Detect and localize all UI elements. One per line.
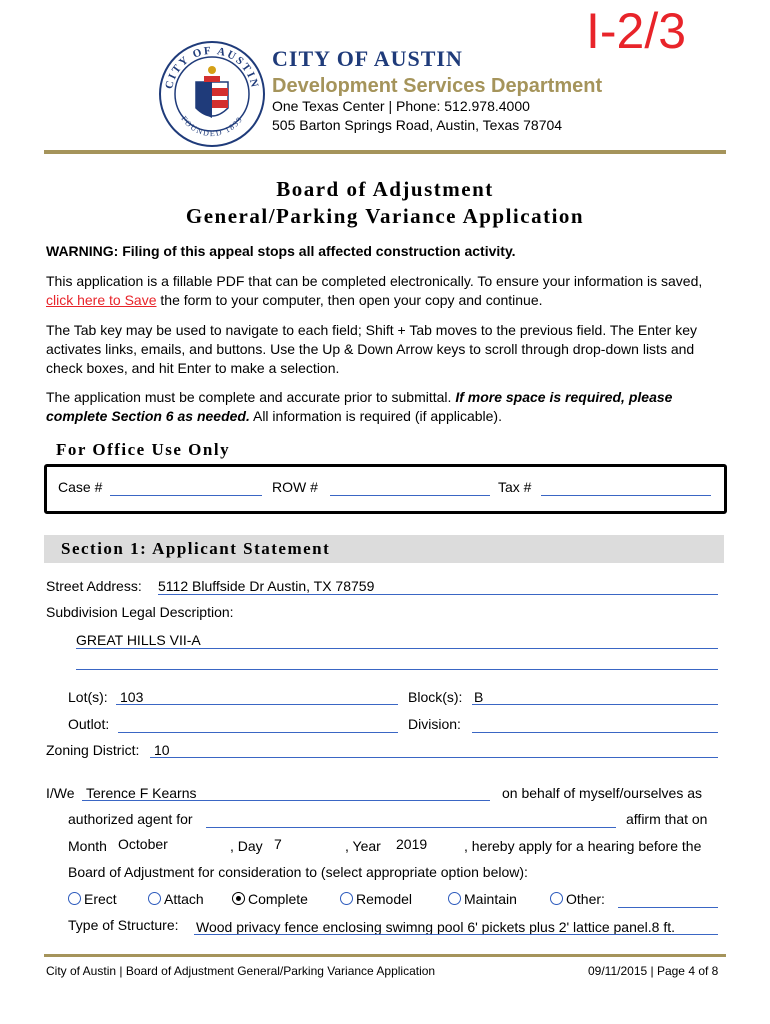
structure-type-field[interactable]: Wood privacy fence enclosing swimng pool 6' pickets plus 2' lattice panel.8 ft. (194, 919, 718, 935)
agent-label: authorized agent for (68, 811, 193, 827)
city-seal-logo (158, 40, 266, 148)
para1-text: This application is a fillable PDF that can be completed electronically. To ensure your information is saved, (46, 273, 703, 289)
section1-title: Section 1: Applicant Statement (61, 539, 331, 558)
tax-number-field[interactable] (541, 479, 711, 496)
option-erect[interactable] (68, 891, 117, 907)
save-link[interactable]: click here to Save (46, 292, 157, 308)
applicant-name-field[interactable]: Terence F Kearns (82, 785, 490, 801)
svg-text:FOUNDED 1839: FOUNDED 1839 (179, 114, 245, 139)
option-complete-label: Complete (248, 891, 308, 907)
month-field[interactable]: October (118, 836, 168, 852)
office-use-heading: For Office Use Only (56, 440, 231, 459)
subdivision-value: GREAT HILLS VII-A (76, 632, 201, 648)
option-other-label: Other: (566, 891, 605, 907)
option-maintain-label: Maintain (464, 891, 517, 907)
address-info: 505 Barton Springs Road, Austin, Texas 78704 (272, 117, 563, 133)
radio-complete-selected-icon (232, 892, 245, 905)
option-attach[interactable] (148, 891, 204, 907)
case-label: Case # (58, 479, 103, 495)
case-number-field[interactable] (110, 479, 262, 496)
footer-left-text: City of Austin | Board of Adjustment General/Parking Variance Application (46, 964, 436, 978)
board-text: Board of Adjustment for consideration to (select appropriate option below): (68, 864, 528, 880)
year-label: , Year (345, 838, 381, 854)
street-address-field[interactable]: 5112 Bluffside Dr Austin, TX 78759 (158, 578, 718, 595)
instructions-paragraph-2: The Tab key may be used to navigate to each field; Shift + Tab moves to the previous field. The Enter key activates links, emails, and buttons. Use the Up & Down Arrow keys to scroll through drop-down lists and check boxes, and hit Enter to make a selection. (46, 322, 697, 376)
row-number-field[interactable] (330, 479, 490, 496)
instructions-paragraph-1 (46, 272, 728, 310)
radio-maintain-icon (448, 892, 461, 905)
para3-text: The application must be complete and accurate prior to submittal. (46, 389, 456, 405)
para1-text-end: the form to your computer, then open your copy and continue. (156, 292, 543, 308)
behalf-text: on behalf of myself/ourselves as (502, 785, 702, 801)
radio-remodel-icon (340, 892, 353, 905)
radio-attach-icon (148, 892, 161, 905)
option-maintain[interactable] (448, 891, 517, 907)
zoning-label: Zoning District: (46, 742, 140, 758)
footer-divider (44, 954, 726, 957)
option-remodel[interactable] (340, 891, 412, 907)
radio-erect-icon (68, 892, 81, 905)
day-field[interactable]: 7 (274, 836, 282, 852)
svg-text:CITY OF AUSTIN: CITY OF AUSTIN (163, 44, 261, 91)
option-erect-label: Erect (84, 891, 117, 907)
subdivision-label: Subdivision Legal Description: (46, 604, 234, 620)
affirm-text: affirm that on (626, 811, 708, 827)
tax-label: Tax # (498, 479, 532, 495)
authorized-agent-field[interactable] (206, 811, 616, 828)
outlot-field[interactable] (118, 716, 398, 733)
row-label: ROW # (272, 479, 318, 495)
lots-field[interactable]: 103 (116, 689, 398, 705)
department-name: Development Services Department (272, 75, 603, 97)
division-field[interactable] (472, 716, 718, 733)
option-attach-label: Attach (164, 891, 204, 907)
lots-label: Lot(s): (68, 689, 108, 705)
division-label: Division: (408, 716, 461, 732)
form-title-line2: General/Parking Variance Application (185, 204, 585, 228)
warning-text: WARNING: Filing of this appeal stops all affected construction activity. (46, 243, 516, 259)
para3-emphasis: If more space is required, please complete Section 6 as needed. (46, 389, 673, 424)
option-remodel-label: Remodel (356, 891, 413, 907)
day-label: , Day (230, 838, 263, 854)
option-complete[interactable] (232, 891, 308, 907)
other-field[interactable] (618, 891, 718, 908)
zoning-field[interactable]: 10 (150, 742, 718, 758)
month-label: Month (68, 838, 107, 854)
header-divider (44, 150, 726, 154)
block-label: Block(s): (408, 689, 463, 705)
para3-text-end: All information is required (if applicable). (249, 408, 502, 424)
option-other[interactable] (550, 891, 605, 907)
radio-other-icon (550, 892, 563, 905)
block-field[interactable]: B (472, 689, 718, 705)
instructions-paragraph-3 (46, 388, 734, 426)
subdivision-field-line1[interactable] (76, 632, 718, 649)
subdivision-field-line2[interactable] (76, 653, 718, 670)
form-title-line1: Board of Adjustment (276, 177, 494, 201)
street-address-label: Street Address: (46, 578, 142, 594)
footer-page-info: 09/11/2015 | Page 4 of 8 (588, 964, 719, 978)
city-name: CITY OF AUSTIN (272, 46, 463, 71)
structure-label: Type of Structure: (68, 917, 179, 933)
contact-info: One Texas Center | Phone: 512.978.4000 (272, 98, 530, 114)
stamp-label: I-2/3 (586, 3, 687, 59)
iwe-label: I/We (46, 785, 75, 801)
year-field[interactable]: 2019 (396, 836, 428, 852)
outlot-label: Outlot: (68, 716, 110, 732)
apply-text: , hereby apply for a hearing before the (464, 838, 702, 854)
